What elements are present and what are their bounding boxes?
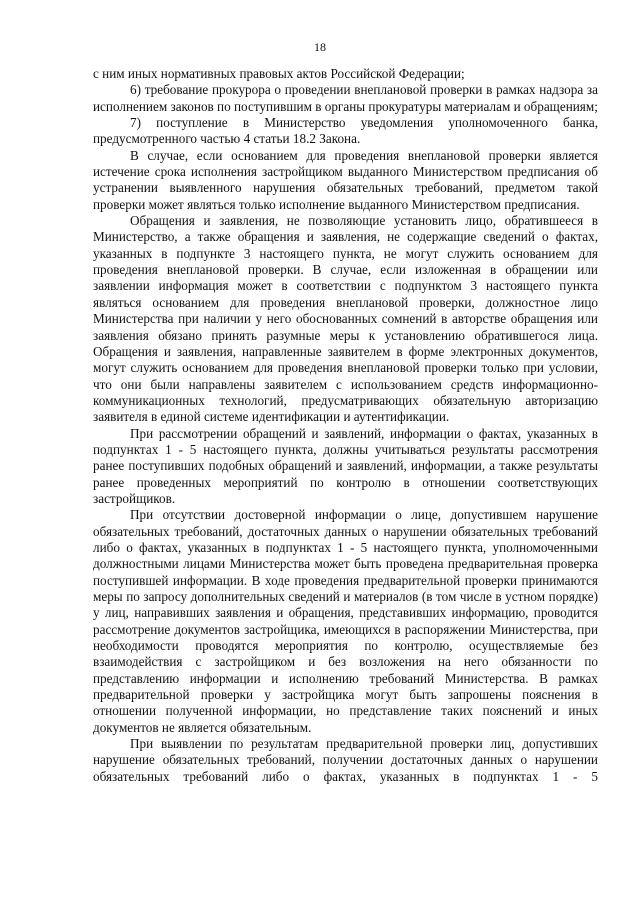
paragraph-continuation: с ним иных нормативных правовых актов Российской Федерации; <box>93 66 465 81</box>
paragraph-prescription-check: В случае, если основанием для проведения внеплановой проверки является истечение срока исполнения застройщиком выданного Министерством предписания об устранении выявленного нарушения обязательных требований, предметом такой проверки может являться только исполнение выданного Министерством предписания. <box>93 147 598 212</box>
body-text <box>93 66 598 785</box>
paragraph-appeals: Обращения и заявления, не позволяющие установить лицо, обратившееся в Министерство, а также обращения и заявления, не содержащие сведений о фактах, указанных в подпункте 3 настоящего пункта, не могут служить основанием для проведения внеплановой проверки. В случае, если изложенная в обращении или заявлении информация может в соответствии с подпунктом 3 настоящего пункта являться основанием для проведения внеплановой проверки, должностное лицо Министерства при наличии у него обоснованных сомнений в авторстве обращения или заявления обязано принять разумные меры к установлению обратившегося лица. Обращения и заявления, направленные заявителем в форме электронных документов, могут служить основанием для проведения внеплановой проверки только при условии, что они были направлены заявителем с использованием средств информационно-коммуникационных технологий, предусматривающих обязательную авторизацию заявителя в единой системе идентификации и аутентификации. <box>93 213 598 425</box>
page-number: 18 <box>314 40 326 54</box>
paragraph-item-6: 6) требование прокурора о проведении внеплановой проверки в рамках надзора за исполнением законов по поступившим в органы прокуратуры материалам и обращениям; <box>93 82 598 114</box>
paragraph-detection: При выявлении по результатам предварительной проверки лиц, допустивших нарушение обязательных требований, получении достаточных данных о нарушении обязательных требований либо о фактах, указанных в подпунктах 1 - 5 <box>93 736 598 784</box>
paragraph-item-7: 7) поступление в Министерство уведомления уполномоченного банка, предусмотренного частью 4 статьи 18.2 Закона. <box>93 115 598 147</box>
paragraph-consideration: При рассмотрении обращений и заявлений, информации о фактах, указанных в подпунктах 1 - 5 настоящего пункта, должны учитываться результаты рассмотрения ранее поступивших подобных обращений и заявлений, информации, а также результаты ранее проведенных мероприятий по контролю в отношении соответствующих застройщиков. <box>93 425 598 506</box>
paragraph-preliminary-check: При отсутствии достоверной информации о лице, допустившем нарушение обязательных требований, достаточных данных о нарушении обязательных требований либо о фактах, указанных в подпунктах 1 - 5 настоящего пункта, уполномоченными должностными лицами Министерства может быть проведена предварительная проверка поступившей информации. В ходе проведения предварительной проверки принимаются меры по запросу дополнительных сведений и материалов (в том числе в устном порядке) у лиц, направивших заявления и обращения, представивших информацию, проводится рассмотрение документов застройщика, имеющихся в распоряжении Министерства, при необходимости проводятся мероприятия по контролю, осуществляемые без взаимодействия с застройщиком и без возложения на него обязанности по представлению информации и исполнению требований Министерства. В рамках предварительной проверки у застройщика могут быть запрошены пояснения в отношении полученной информации, но представление таких пояснений и иных документов не является обязательным. <box>93 507 598 735</box>
